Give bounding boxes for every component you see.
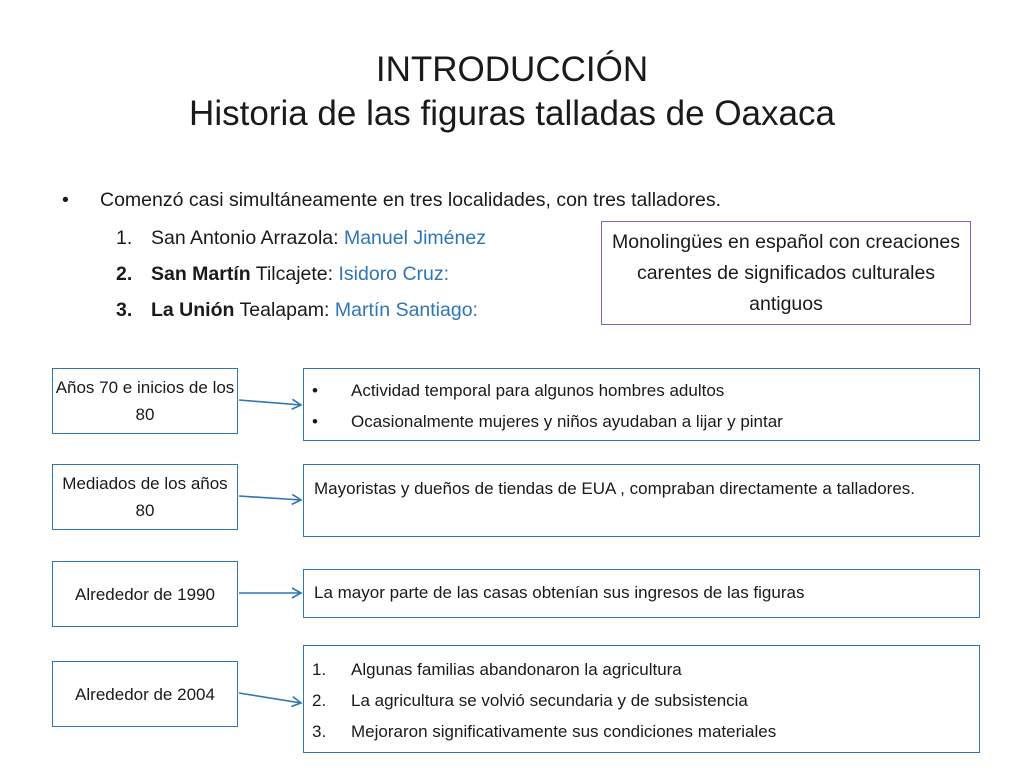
item-number: 2. bbox=[312, 691, 327, 710]
period-box bbox=[52, 464, 238, 530]
place-name-bold: La Unión bbox=[151, 299, 235, 321]
place-name: Tealapam: bbox=[239, 299, 330, 321]
arrow-1 bbox=[239, 400, 301, 405]
bullet-marker: • bbox=[312, 412, 318, 431]
item-number: 1. bbox=[312, 660, 327, 679]
item-number: 2. bbox=[116, 263, 133, 285]
period-label: Años 70 e inicios de los 80 bbox=[55, 378, 235, 424]
period-box bbox=[52, 561, 238, 627]
bullet-marker: • bbox=[62, 189, 69, 211]
list-item bbox=[304, 375, 979, 406]
list-item bbox=[304, 406, 979, 437]
list-item bbox=[304, 654, 979, 685]
item-text: Algunas familias abandonaron la agricultura bbox=[351, 660, 682, 679]
title-line-2: Historia de las figuras talladas de Oaxaca bbox=[189, 94, 835, 133]
item-number: 1. bbox=[116, 227, 133, 249]
item-number: 3. bbox=[116, 299, 133, 321]
item-number: 3. bbox=[312, 722, 327, 741]
callout-text: Monolingües en español con creaciones carentes de significados culturales antiguos bbox=[612, 230, 960, 315]
list-item bbox=[304, 685, 979, 716]
item-text: Actividad temporal para algunos hombres adultos bbox=[351, 381, 725, 400]
carver-name: Isidoro Cruz: bbox=[338, 263, 450, 285]
carver-name: Manuel Jiménez bbox=[343, 227, 486, 249]
item-text: La agricultura se volvió secundaria y de subsistencia bbox=[351, 691, 748, 710]
description-box bbox=[303, 368, 980, 441]
bullet-marker: • bbox=[312, 381, 318, 400]
period-label: Mediados de los años 80 bbox=[62, 474, 228, 520]
description-text: Mayoristas y dueños de tiendas de EUA , compraban directamente a talladores. bbox=[314, 479, 916, 498]
place-name: San Antonio Arrazola: bbox=[151, 227, 339, 249]
arrow-4 bbox=[239, 693, 301, 703]
period-label: Alrededor de 2004 bbox=[75, 684, 215, 704]
title-line-1: INTRODUCCIÓN bbox=[375, 50, 649, 89]
intro-text: Comenzó casi simultáneamente en tres localidades, con tres talladores. bbox=[100, 189, 722, 211]
description-box bbox=[303, 464, 980, 537]
carver-name: Martín Santiago: bbox=[334, 299, 478, 321]
period-label: Alrededor de 1990 bbox=[75, 584, 215, 604]
description-text: La mayor parte de las casas obtenían sus ingresos de las figuras bbox=[314, 583, 805, 602]
item-text: Ocasionalmente mujeres y niños ayudaban a lijar y pintar bbox=[351, 412, 783, 431]
description-box bbox=[303, 569, 980, 618]
place-name-bold: San Martín bbox=[151, 263, 251, 285]
arrow-2 bbox=[239, 496, 301, 500]
place-name: Tilcajete: bbox=[255, 263, 334, 285]
description-box bbox=[303, 645, 980, 753]
period-box bbox=[52, 661, 238, 727]
list-item bbox=[304, 716, 979, 747]
period-box bbox=[52, 368, 238, 434]
item-text: Mejoraron significativamente sus condiciones materiales bbox=[351, 722, 777, 741]
